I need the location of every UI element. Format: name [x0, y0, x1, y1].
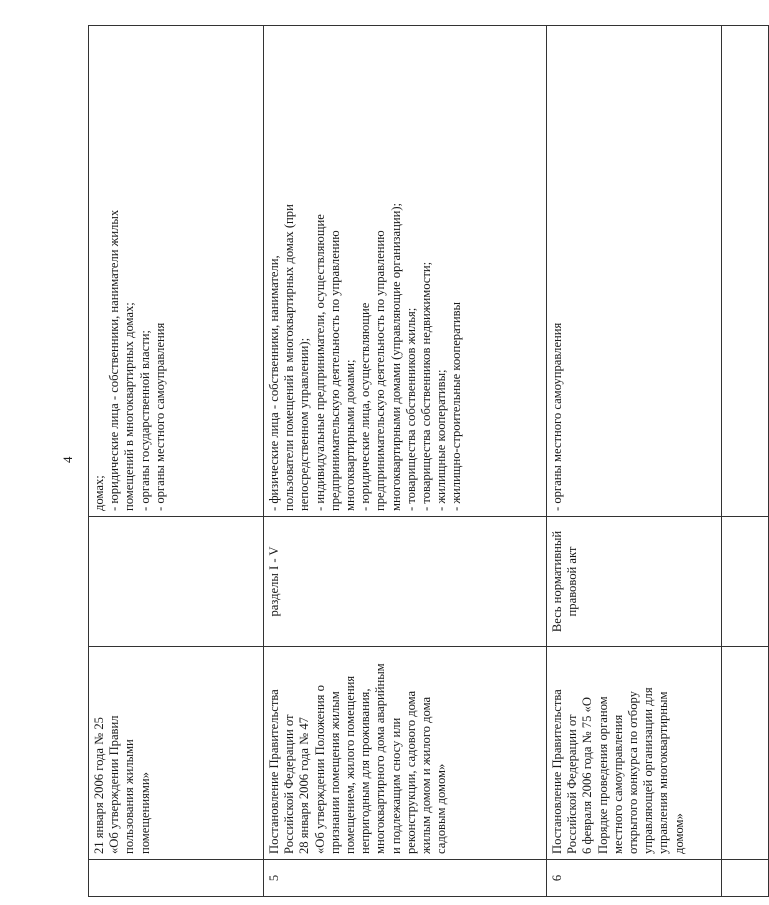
- table-row: [89, 26, 264, 897]
- subjects-list-line: - жилищно-строительные кооперативы: [449, 302, 464, 511]
- subjects-list-line: - товарищества собственников жилья;: [403, 307, 418, 511]
- legal-act-line: пользования жилыми: [122, 739, 137, 854]
- subjects-list-line: помещений в многоквартирных домах;: [122, 302, 137, 511]
- legal-act-line: непригодным для проживания,: [358, 688, 373, 854]
- applicable-part: [89, 517, 264, 647]
- subjects-list-line: - органы местного самоуправления: [152, 322, 167, 511]
- legal-act-line: и подлежащим сносу или: [388, 717, 403, 854]
- subjects-list-line: - физические лица - собственники, наниматели,: [267, 255, 281, 511]
- legal-act-line: помещениями»: [137, 772, 152, 854]
- cell-blank: [722, 860, 769, 897]
- table-row: [264, 26, 547, 897]
- legal-act-line: многоквартирного дома аварийным: [373, 663, 388, 854]
- page-number: 4: [60, 456, 75, 463]
- legal-act-line: домом»: [671, 813, 686, 854]
- legal-act: [264, 647, 547, 860]
- legal-act-line: управляющей организации для: [641, 687, 656, 854]
- legal-act-line: 21 января 2006 года № 25: [92, 717, 106, 854]
- subjects-list-line: - органы местного самоуправления: [550, 322, 564, 511]
- legal-act-line: жилым домом и жилого дома: [419, 696, 434, 854]
- legal-act-line: «Об утверждении Положения о: [312, 685, 327, 854]
- legal-act-line: Постановление Правительства: [550, 689, 564, 854]
- legal-act-line: Постановление Правительства: [267, 689, 281, 854]
- subjects-list-line: многоквартирными домами;: [343, 359, 358, 511]
- legal-act-line: местного самоуправления: [610, 714, 625, 854]
- subjects-list-line: пользователи помещений в многоквартирных домах (при: [282, 204, 297, 511]
- subjects-list-line: предпринимательскую деятельность по управлению: [373, 230, 388, 511]
- subjects-list-line: непосредственном управлении);: [297, 337, 312, 511]
- cell-blank: [722, 26, 769, 517]
- row-number: [89, 860, 264, 897]
- legal-act-line: Российской Федерации от: [565, 714, 580, 854]
- row-number: 6: [547, 860, 722, 897]
- applicable-part-line: Весь нормативный: [550, 530, 564, 633]
- legal-act: [547, 647, 722, 860]
- legal-act-line: «Об утверждении Правил: [107, 715, 122, 854]
- legal-act: [89, 647, 264, 860]
- legal-act-line: открытого конкурса по отбору: [626, 691, 641, 854]
- subjects-list: [89, 26, 264, 517]
- legal-act-line: 6 февраля 2006 года № 75 «О: [580, 697, 595, 854]
- table-row-blank: [722, 26, 769, 897]
- subjects-list: [264, 26, 547, 517]
- subjects-list-line: - жилищные кооперативы;: [434, 369, 449, 511]
- legal-act-line: управления многоквартирным: [656, 691, 671, 854]
- subjects-list-line: домах;: [92, 475, 106, 511]
- table-row: [547, 26, 722, 897]
- subjects-list-line: многоквартирными домами (управляющие организации);: [388, 202, 403, 511]
- cell-blank: [722, 647, 769, 860]
- cell-blank: [722, 517, 769, 647]
- legal-act-line: Порядке проведения органом: [595, 696, 610, 854]
- subjects-list-line: - товарищества собственников недвижимости;: [419, 261, 434, 511]
- applicable-part-line: разделы I - V: [267, 546, 281, 617]
- applicable-part: [264, 517, 547, 647]
- applicable-part-line: правовой акт: [565, 546, 580, 617]
- subjects-list: [547, 26, 722, 517]
- regulation-table: [88, 25, 769, 897]
- subjects-list-line: - юридические лица, осуществляющие: [358, 302, 373, 511]
- subjects-list-line: - индивидуальные предприниматели, осуществляющие: [312, 214, 327, 511]
- subjects-list-line: - органы государственной власти;: [137, 330, 152, 511]
- subjects-list-line: - юридические лица - собственники, наниматели жилых: [107, 209, 122, 511]
- legal-act-line: Российской Федерации от: [282, 714, 297, 854]
- row-number: 5: [264, 860, 547, 897]
- legal-act-line: признании помещения жилым: [327, 691, 342, 854]
- applicable-part: [547, 517, 722, 647]
- legal-act-line: садовым домом»: [434, 763, 449, 854]
- legal-act-line: помещением, жилого помещения: [343, 675, 358, 854]
- subjects-list-line: предпринимательскую деятельность по управлению: [327, 230, 342, 511]
- legal-act-line: реконструкции, садового дома: [403, 690, 418, 854]
- legal-act-line: 28 января 2006 года № 47: [297, 717, 312, 854]
